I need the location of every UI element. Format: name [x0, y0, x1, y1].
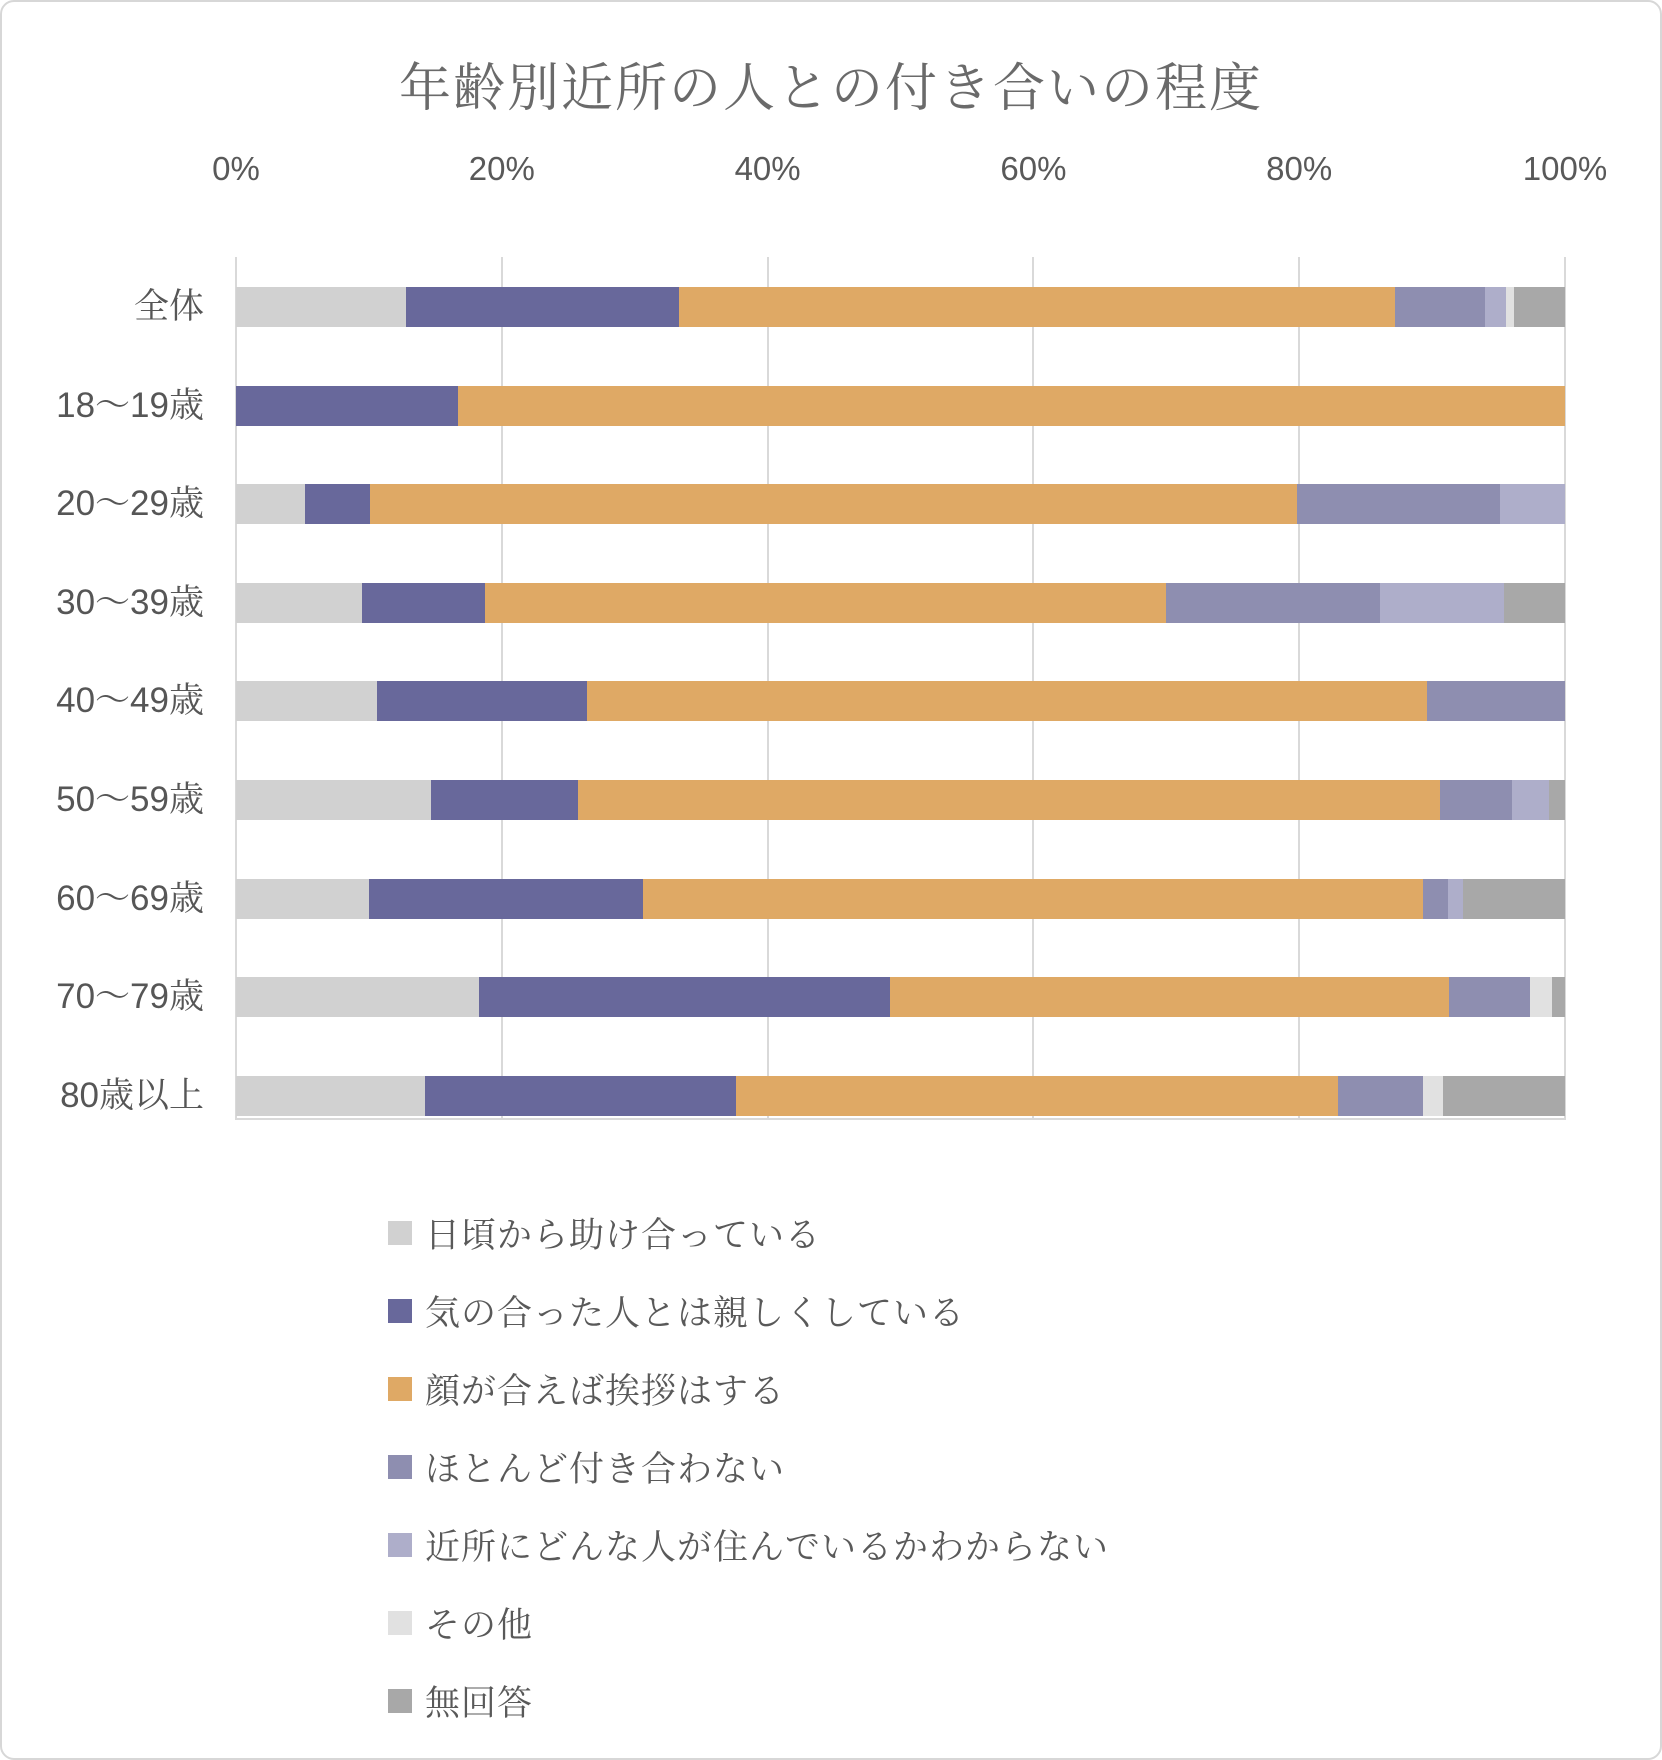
bar-segment	[643, 879, 1423, 919]
x-axis-tick-label: 0%	[212, 150, 260, 187]
bar-segment	[236, 484, 305, 524]
x-axis-tick-label: 40%	[734, 150, 801, 187]
bar-segment	[1512, 780, 1549, 820]
legend-item	[388, 1194, 1109, 1272]
bar-segment	[1552, 977, 1565, 1017]
bar-segment	[1297, 484, 1500, 524]
bar-segment	[236, 780, 431, 820]
bar-segment	[458, 386, 1565, 426]
bar-segment	[236, 977, 479, 1017]
bar-segment	[236, 681, 377, 721]
bar-segment	[679, 287, 1395, 327]
y-category-label: 18〜19歳	[56, 385, 204, 425]
bar-segment	[236, 386, 458, 426]
legend-item	[388, 1584, 1109, 1662]
legend-item	[388, 1506, 1109, 1584]
bar-segment	[578, 780, 1441, 820]
bar-segment	[1395, 287, 1485, 327]
y-category-label: 60〜69歳	[56, 878, 204, 918]
bar-segment	[377, 681, 587, 721]
bar-segment	[1449, 977, 1530, 1017]
legend-swatch-icon	[388, 1377, 412, 1401]
bar-segment	[369, 879, 643, 919]
bar-row	[236, 287, 1565, 327]
bar-row	[236, 780, 1565, 820]
bar-segment	[1443, 1076, 1565, 1116]
bar-segment	[1500, 484, 1565, 524]
plot-area	[56, 257, 1565, 1120]
bar-segment	[485, 583, 1167, 623]
bar-segment	[1423, 1076, 1443, 1116]
bar-segment	[1504, 583, 1565, 623]
y-category-label: 20〜29歳	[56, 484, 204, 524]
legend-label: 顔が合えば挨拶はする	[425, 1372, 786, 1411]
legend-label: 無回答	[425, 1684, 534, 1723]
bar-segment	[1448, 879, 1463, 919]
bar-segment	[736, 1076, 1338, 1116]
bar-segment	[362, 583, 484, 623]
bar-row	[236, 879, 1565, 919]
y-category-label: 40〜49歳	[56, 681, 204, 721]
legend	[388, 1194, 1109, 1740]
y-category-label: 80歳以上	[60, 1075, 204, 1115]
legend-item	[388, 1272, 1109, 1350]
legend-swatch-icon	[388, 1689, 412, 1713]
legend-label: ほとんど付き合わない	[425, 1450, 786, 1489]
x-axis-line	[236, 1118, 1565, 1120]
bar-segment	[1530, 977, 1551, 1017]
y-category-label: 70〜79歳	[56, 977, 204, 1017]
bar-segment	[1506, 287, 1514, 327]
bar-segment	[1338, 1076, 1423, 1116]
legend-label: 日頃から助け合っている	[425, 1216, 822, 1255]
bar-segment	[425, 1076, 736, 1116]
bar-segment	[406, 287, 678, 327]
bar-segment	[1380, 583, 1504, 623]
bar-segment	[479, 977, 890, 1017]
legend-swatch-icon	[388, 1611, 412, 1635]
legend-label: 近所にどんな人が住んでいるかわからない	[425, 1528, 1110, 1567]
bar-segment	[236, 879, 369, 919]
bar-segment	[370, 484, 1296, 524]
bar-segment	[1463, 879, 1565, 919]
legend-item	[388, 1428, 1109, 1506]
bar-segment	[1440, 780, 1512, 820]
legend-item	[388, 1662, 1109, 1740]
y-category-label: 50〜59歳	[56, 780, 204, 819]
bar-segment	[1485, 287, 1506, 327]
bar-row	[236, 386, 1565, 426]
bar-row	[236, 583, 1565, 623]
bar-segment	[890, 977, 1450, 1017]
x-axis-tick-label: 20%	[468, 150, 535, 187]
chart-title: 年齢別近所の人との付き合いの程度	[398, 60, 1263, 118]
x-axis	[212, 150, 1608, 190]
bar-segment	[236, 1076, 425, 1116]
legend-item	[388, 1350, 1109, 1428]
bar-segment	[236, 287, 406, 327]
bar-segment	[1166, 583, 1380, 623]
bar-segment	[1514, 287, 1565, 327]
bar-segment	[1549, 780, 1565, 820]
x-axis-tick-label: 80%	[1266, 150, 1333, 187]
legend-swatch-icon	[388, 1455, 412, 1479]
legend-swatch-icon	[388, 1533, 412, 1557]
bar-segment	[305, 484, 370, 524]
bar-row	[236, 1076, 1565, 1116]
bar-segment	[1423, 879, 1448, 919]
legend-swatch-icon	[388, 1221, 412, 1245]
y-category-label: 全体	[133, 287, 204, 326]
legend-swatch-icon	[388, 1299, 412, 1323]
x-axis-tick-label: 60%	[1000, 150, 1067, 187]
bar-segment	[587, 681, 1427, 721]
bar-row	[236, 484, 1565, 524]
bar-row	[236, 977, 1565, 1017]
bar-row	[236, 681, 1565, 721]
legend-label: 気の合った人とは親しくしている	[425, 1294, 966, 1333]
bar-segment	[1427, 681, 1565, 721]
x-axis-tick-label: 100%	[1522, 150, 1608, 187]
legend-label: その他	[425, 1606, 534, 1645]
bar-segment	[236, 583, 362, 623]
y-category-label: 30〜39歳	[56, 582, 204, 622]
bar-segment	[431, 780, 577, 820]
